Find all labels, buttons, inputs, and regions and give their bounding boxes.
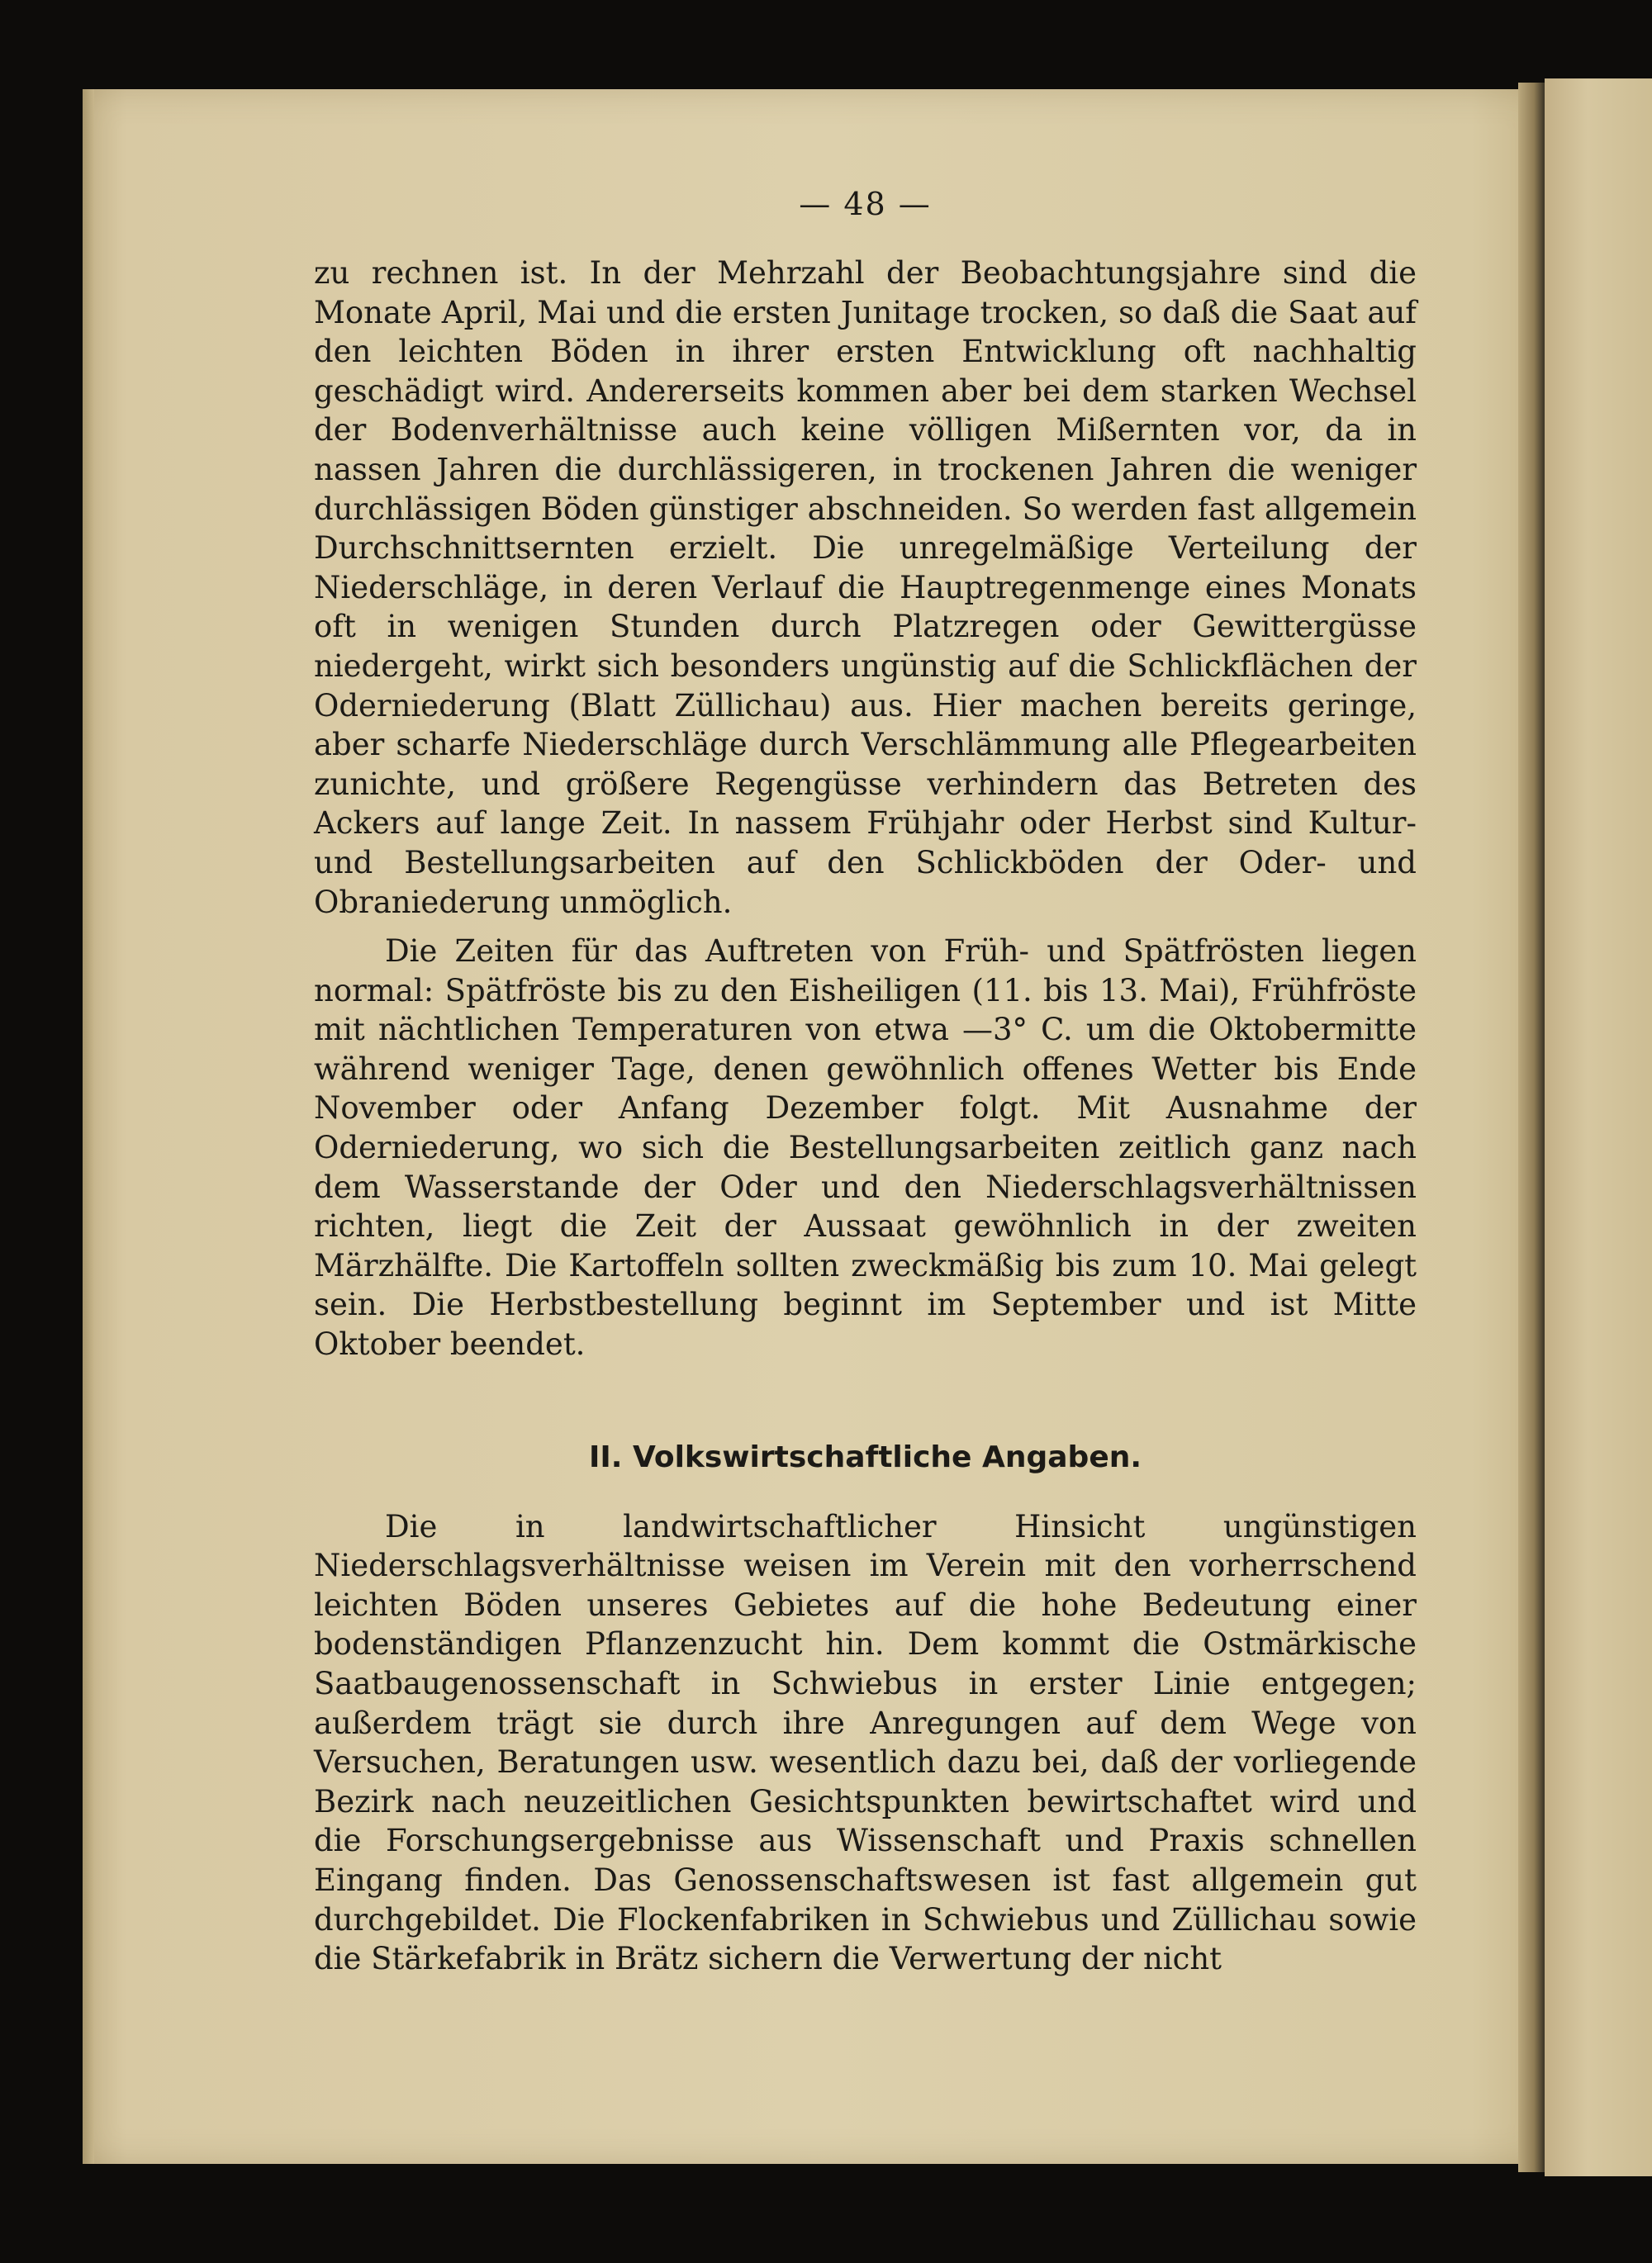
page-number: — 48 —: [799, 186, 932, 222]
paragraph-frost: Die Zeiten für das Auftreten von Früh- und Spätfrösten liegen normal: Spätfröste bis zu den Eisheiligen (11. bis 13. Mai), Frühfröste mit nächtlichen Temperaturen von etwa —3° C. um die Oktobermitte während weniger Tage, denen gewöhnlich offenes Wetter bis Ende November oder Anfang Dezember folgt. Mit Ausnahme der Oderniederung, wo sich die Bestellungsarbeiten zeitlich ganz nach dem Wasserstande der Oder und den Niederschlagsverhältnissen richten, liegt die Zeit der Aussaat gewöhnlich in der zweiten Märzhälfte. Die Kartoffeln sollten zweckmäßig bis zum 10. Mai gelegt sein. Die Herbstbestellung beginnt im September und ist Mitte Oktober beendet.: [314, 933, 1417, 1363]
book-gutter: [1518, 83, 1545, 2172]
facing-page-edge: [1545, 78, 1652, 2176]
page-content: [314, 186, 1417, 1979]
section-heading: II. Volkswirtschaftliche Angaben.: [588, 1440, 1142, 1474]
paragraph-economy: Die in landwirtschaftlicher Hinsicht ungünstigen Niederschlagsverhältnisse weisen im Verein mit den vorherrschend leichten Böden unseres Gebietes auf die hohe Bedeutung einer bodenständigen Pflanzenzucht hin. Dem kommt die Ostmärkische Saatbaugenossenschaft in Schwiebus in erster Linie entgegen; außerdem trägt sie durch ihre Anregungen auf dem Wege von Versuchen, Beratungen usw. wesentlich dazu bei, daß der vorliegende Bezirk nach neuzeitlichen Gesichtspunkten bewirtschaftet wird und die Forschungsergebnisse aus Wissenschaft und Praxis schnellen Eingang finden. Das Genossenschaftswesen ist fast allgemein gut durchgebildet. Die Flockenfabriken in Schwiebus und Züllichau sowie die Stärkefabrik in Brätz sichern die Verwertung der nicht: [314, 1508, 1417, 1977]
page-stack-edge: [83, 89, 94, 2164]
paragraph-continued: zu rechnen ist. In der Mehrzahl der Beobachtungsjahre sind die Monate April, Mai und die ersten Junitage trocken, so daß die Saat auf den leichten Böden in ihrer ersten Entwicklung oft nachhaltig geschädigt wird. Andererseits kommen aber bei dem starken Wechsel der Bodenverhältnisse auch keine völligen Mißernten vor, da in nassen Jahren die durchlässigeren, in trockenen Jahren die weniger durchlässigen Böden günstiger abschneiden. So werden fast allgemein Durchschnittsernten erzielt. Die unregelmäßige Verteilung der Niederschläge, in deren Verlauf die Hauptregenmenge eines Monats oft in wenigen Stunden durch Platzregen oder Gewittergüsse niedergeht, wirkt sich besonders ungünstig auf die Schlickflächen der Oderniederung (Blatt Züllichau) aus. Hier machen bereits geringe, aber scharfe Niederschläge durch Verschlämmung alle Pflegearbeiten zunichte, und größere Regengüsse verhindern das Betreten des Ackers auf lange Zeit. In nassem Frühjahr oder Herbst sind Kultur- und Bestellungsarbeiten auf den Schlickböden der Oder- und Obraniederung unmöglich.: [314, 255, 1417, 920]
